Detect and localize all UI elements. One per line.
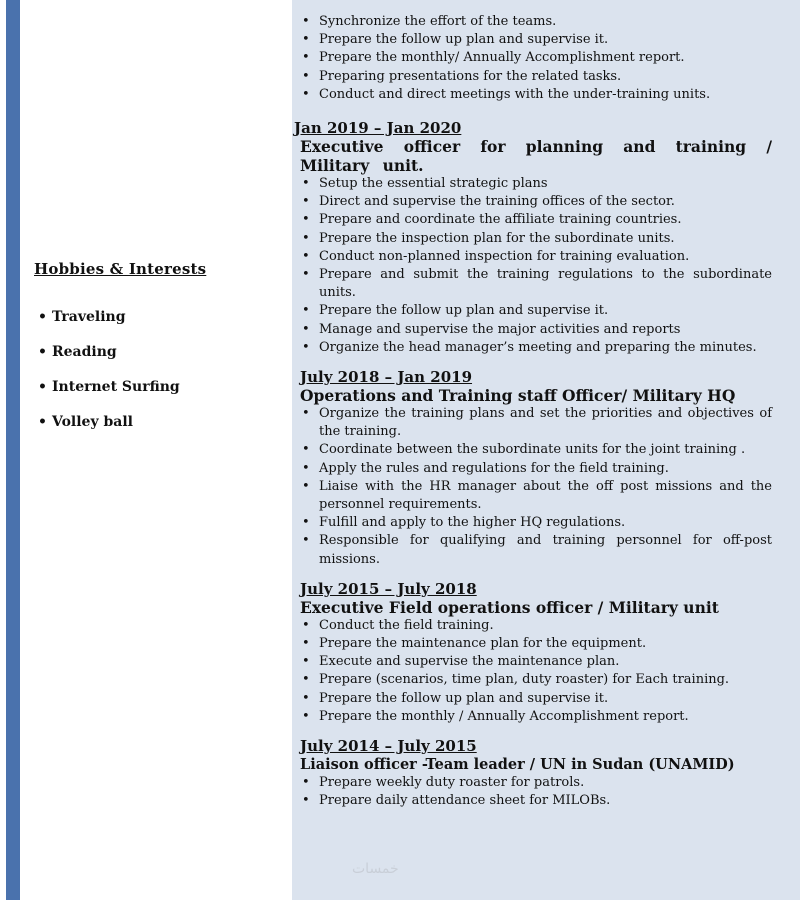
list-item: • Liaise with the HR manager about the off post missions and the personnel requirements.	[302, 478, 772, 513]
list-item: • Prepare the follow up plan and supervise it.	[302, 32, 609, 48]
bullet-icon: •	[38, 309, 47, 325]
experience-content	[292, 13, 772, 811]
hobbies-heading: Hobbies & Interests	[34, 260, 207, 278]
previous-role-duties	[292, 13, 772, 104]
job-duties	[292, 774, 772, 810]
list-item: • Conduct non-planned inspection for training evaluation.	[302, 248, 690, 264]
left-column	[20, 0, 292, 900]
job-duties	[292, 617, 772, 726]
accent-bar	[6, 0, 20, 900]
bullet-icon: •	[38, 344, 47, 360]
job-title: Operations and Training staff Officer/ Military HQ	[300, 386, 736, 406]
list-item: • Prepare and submit the training regulations to the subordinate units.	[302, 267, 772, 301]
job-duties	[292, 405, 772, 569]
job-title: Executive Field operations officer / Military unit	[300, 597, 719, 617]
job-date: July 2018 – Jan 2019	[300, 368, 473, 387]
job-date: July 2015 – July 2018	[300, 579, 477, 598]
list-item: • Prepare the follow up plan and supervise it.	[302, 303, 609, 319]
job-duties	[292, 175, 772, 357]
hobby-item: • Traveling	[38, 309, 126, 325]
job-title: Liaison officer -Team leader / UN in Sudan (UNAMID)	[300, 756, 735, 774]
list-item: • Conduct the field training.	[302, 617, 494, 633]
hobby-item: • Reading	[38, 344, 117, 360]
job-date: Jan 2019 – Jan 2020	[294, 119, 462, 138]
job-date: July 2014 – July 2015	[300, 737, 477, 756]
list-item: • Prepare (scenarios, time plan, duty roaster) for Each training.	[302, 672, 730, 688]
bullet-icon: •	[38, 414, 47, 430]
list-item: • Prepare the monthly/ Annually Accomplishment report.	[302, 50, 685, 66]
list-item: • Prepare the monthly / Annually Accomplishment report.	[302, 708, 689, 724]
list-item: • Prepare the follow up plan and supervise it.	[302, 690, 609, 706]
list-item: • Prepare daily attendance sheet for MILOBs.	[302, 793, 611, 809]
list-item: • Setup the essential strategic plans	[302, 176, 548, 192]
list-item: • Synchronize the effort of the teams.	[302, 14, 557, 29]
experience-column	[292, 0, 800, 900]
list-item: • Organize the head manager’s meeting and preparing the minutes.	[302, 339, 757, 355]
list-item: • Organize the training plans and set the priorities and objectives of the training.	[302, 406, 772, 440]
list-item: • Prepare the inspection plan for the subordinate units.	[302, 230, 675, 246]
list-item: • Execute and supervise the maintenance plan.	[302, 654, 620, 670]
list-item: • Manage and supervise the major activities and reports	[302, 321, 681, 337]
list-item: • Responsible for qualifying and training personnel for off-post missions.	[302, 533, 772, 567]
list-item: • Apply the rules and regulations for the field training.	[302, 460, 669, 476]
list-item: • Direct and supervise the training offices of the sector.	[302, 194, 675, 210]
list-item: • Prepare the maintenance plan for the equipment.	[302, 636, 647, 652]
bullet-icon: •	[38, 379, 47, 395]
list-item: • Prepare weekly duty roaster for patrols.	[302, 775, 585, 791]
hobby-item: • Internet Surfing	[38, 379, 180, 395]
hobby-item: • Volley ball	[38, 414, 133, 430]
list-item: • Coordinate between the subordinate units for the joint training .	[302, 442, 746, 458]
job-title: Executive officer for planning and training / Military unit.	[300, 137, 772, 176]
watermark: خمسات	[352, 861, 399, 877]
list-item: • Prepare and coordinate the affiliate training countries.	[302, 212, 682, 228]
list-item: • Preparing presentations for the related tasks.	[302, 68, 622, 84]
list-item: • Conduct and direct meetings with the under-training units.	[302, 86, 711, 102]
list-item: • Fulfill and apply to the higher HQ regulations.	[302, 515, 626, 531]
